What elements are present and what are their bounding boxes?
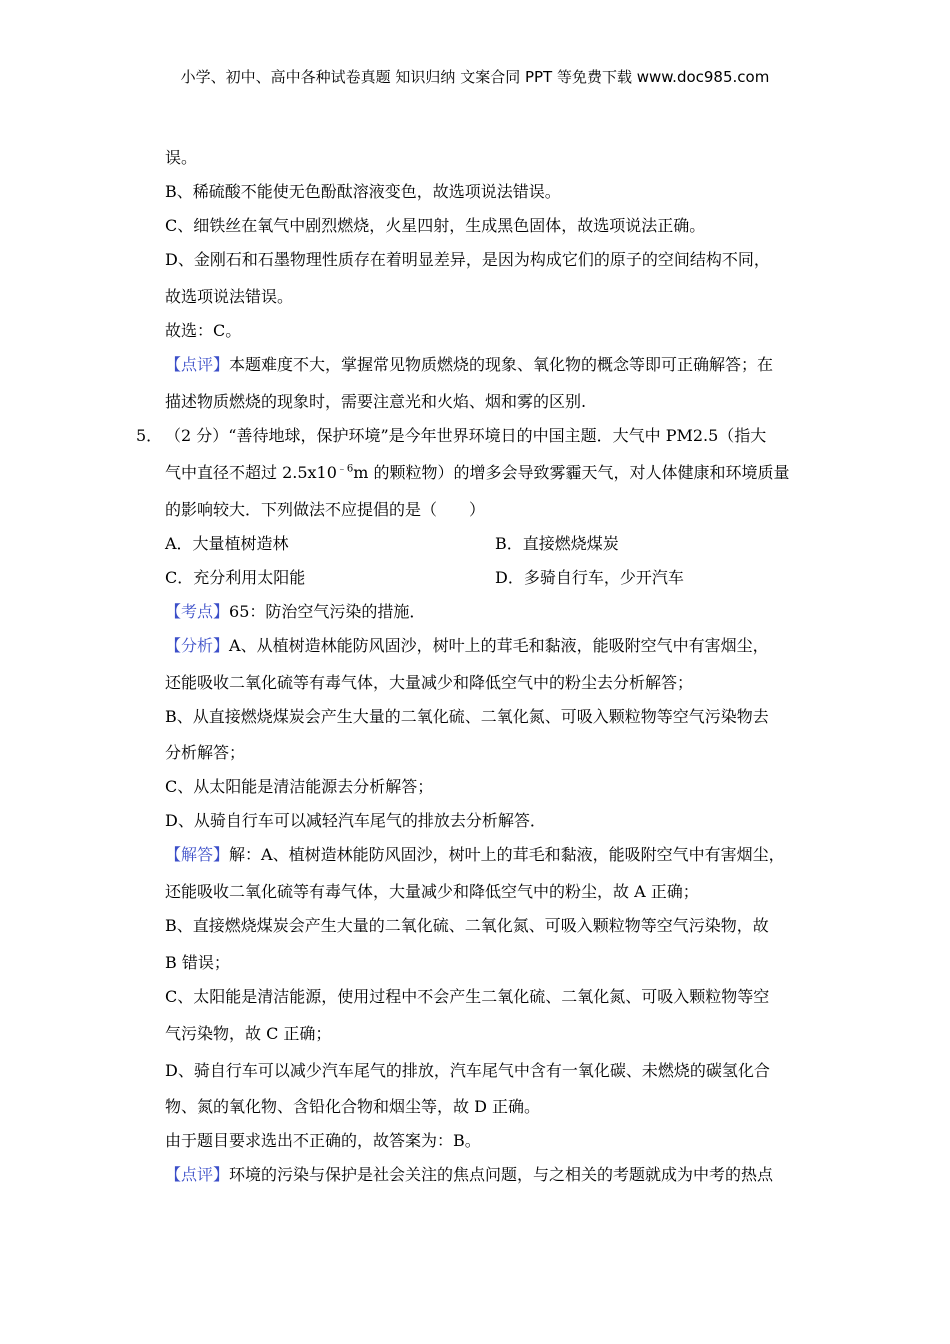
question-stem: 的影响较大．下列做法不应提倡的是（ ） (165, 500, 486, 519)
option-c: C．充分利用太阳能 (165, 568, 306, 587)
text-line: 气污染物，故 C 正确； (165, 1024, 332, 1043)
text-line: D、骑自行车可以减少汽车尾气的排放，汽车尾气中含有一氧化碳、未燃烧的碳氢化合 (165, 1061, 770, 1080)
text-line: C、太阳能是清洁能源，使用过程中不会产生二氧化硫、二氧化氮、可吸入颗粒物等空 (165, 987, 770, 1006)
jieda-tag: 【解答】 (165, 845, 230, 864)
text-line: B、从直接燃烧煤炭会产生大量的二氧化硫、二氧化氮、可吸入颗粒物等空气污染物去 (165, 707, 769, 726)
text-line: B、直接燃烧煤炭会产生大量的二氧化硫、二氧化氮、可吸入颗粒物等空气污染物，故 (165, 916, 769, 935)
text-line: B 错误； (165, 953, 230, 972)
jieda-line (165, 844, 785, 866)
text-line: 描述物质燃烧的现象时，需要注意光和火焰、烟和雾的区别. (165, 392, 587, 411)
fenxi-line (165, 635, 769, 657)
text-line: D、金刚石和石墨物理性质存在着明显差异，是因为构成它们的原子的空间结构不同， (165, 250, 770, 269)
text-line: 故选项说法错误。 (165, 287, 294, 306)
text-line: C、细铁丝在氧气中剧烈燃烧，火星四射，生成黑色固体，故选项说法正确。 (165, 216, 706, 235)
text-line: 物、氮的氧化物、含铅化合物和烟尘等，故 D 正确。 (165, 1097, 541, 1116)
text-line: D、从骑自行车可以减轻汽车尾气的排放去分析解答． (165, 811, 546, 830)
stem-superscript: ﹣6 (336, 463, 354, 475)
comment-line (165, 354, 773, 376)
comment-tag: 【点评】 (165, 355, 230, 374)
question-stem: （2 分）“善待地球，保护环境”是今年世界环境日的中国主题．大气中 PM2.5（指大 (165, 426, 767, 445)
comment-text: 本题难度不大，掌握常见物质燃烧的现象、氧化物的概念等即可正确解答；在 (229, 355, 774, 374)
text-line: C、从太阳能是清洁能源去分析解答； (165, 777, 434, 796)
option-d: D．多骑自行车，少开汽车 (495, 568, 684, 587)
page-header: 小学、初中、高中各种试卷真题 知识归纳 文案合同 PPT 等免费下载 www.doc985.com (180, 68, 770, 86)
stem-part: 气中直径不超过 2.5x10 (165, 463, 337, 482)
question-number: 5． (136, 426, 163, 445)
text-line: 分析解答； (165, 743, 246, 762)
kaodian-line (165, 601, 425, 623)
kaodian-text: 65：防治空气污染的措施． (229, 602, 426, 621)
dianping-text: 环境的污染与保护是社会关注的焦点问题，与之相关的考题就成为中考的热点 (229, 1165, 774, 1184)
option-b: B．直接燃烧煤炭 (495, 534, 619, 553)
text-line: 故选：C。 (165, 321, 242, 340)
text-line: 误。 (165, 148, 198, 167)
stem-part: m 的颗粒物）的增多会导致雾霾天气，对人体健康和环境质量 (353, 463, 790, 482)
dianping-tag: 【点评】 (165, 1165, 230, 1184)
kaodian-tag: 【考点】 (165, 602, 230, 621)
option-a: A．大量植树造林 (165, 534, 289, 553)
text-line: B、稀硫酸不能使无色酚酞溶液变色，故选项说法错误。 (165, 182, 561, 201)
text-line: 还能吸收二氧化硫等有毒气体，大量减少和降低空气中的粉尘，故 A 正确； (165, 882, 699, 901)
fenxi-text: A、从植树造林能防风固沙，树叶上的茸毛和黏液，能吸附空气中有害烟尘， (229, 636, 769, 655)
text-line: 由于题目要求选出不正确的，故答案为：B。 (165, 1131, 481, 1150)
fenxi-tag: 【分析】 (165, 636, 230, 655)
dianping-line (165, 1164, 773, 1186)
question-stem (165, 462, 790, 484)
jieda-text: 解：A、植树造林能防风固沙，树叶上的茸毛和黏液，能吸附空气中有害烟尘， (229, 845, 785, 864)
text-line: 还能吸收二氧化硫等有毒气体，大量减少和降低空气中的粉尘去分析解答； (165, 673, 694, 692)
